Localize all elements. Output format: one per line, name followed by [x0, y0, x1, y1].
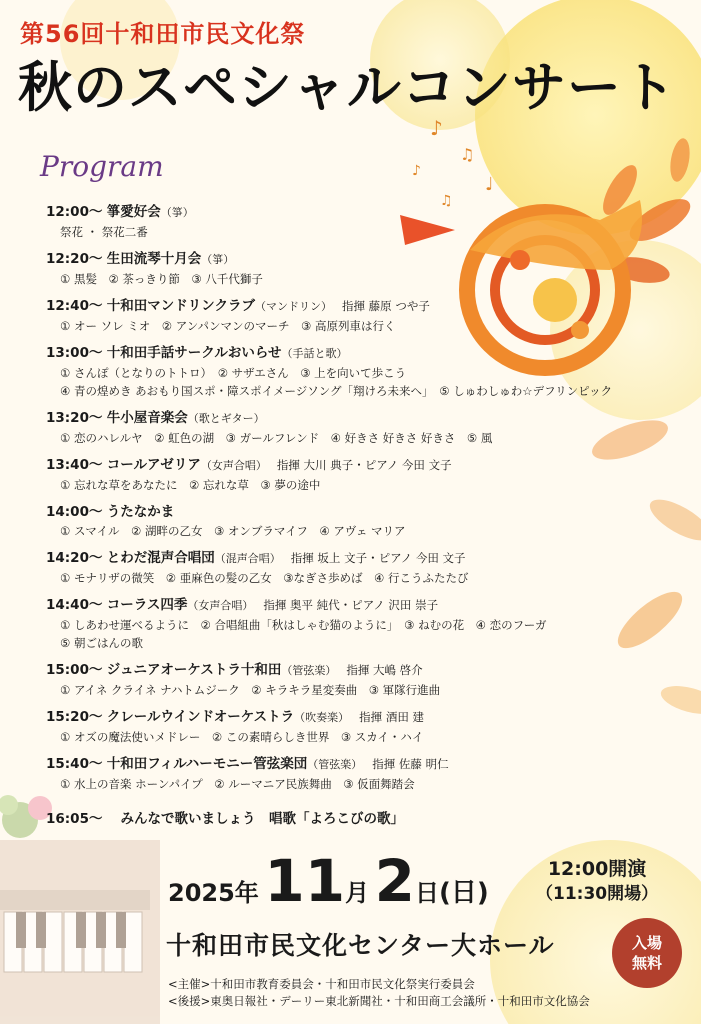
program-entry	[46, 202, 676, 241]
conductor: 指揮 藤原 つや子	[342, 299, 430, 313]
group-name: コールアゼリア	[106, 457, 201, 473]
event-weekday: (日)	[439, 878, 489, 908]
conductor: 指揮 大嶋 啓介	[346, 663, 423, 677]
song-line: ① オズの魔法使いメドレー ② この素晴らしき世界 ③ スカイ・ハイ	[60, 730, 424, 744]
performance-time: 13:20〜	[46, 410, 103, 426]
song-line: ⑤ 朝ごはんの歌	[60, 636, 143, 650]
song-list	[46, 728, 676, 746]
song-line: ① アイネ クライネ ナハトムジーク ② キラキラ星変奏曲 ③ 軍隊行進曲	[60, 683, 441, 697]
group-genre: （吹奏楽）	[294, 711, 350, 724]
song-list	[46, 616, 676, 652]
credits	[168, 976, 590, 1010]
program-entry	[46, 455, 676, 494]
program-entry-heading	[46, 408, 676, 429]
conductor: 指揮 大川 典子・ピアノ 今田 文子	[276, 458, 452, 472]
program-list	[46, 202, 676, 827]
program-entry-heading	[46, 202, 676, 223]
group-genre: （管弦楽）	[281, 664, 337, 677]
song-list	[46, 317, 676, 335]
performance-time: 13:00〜	[46, 345, 103, 361]
event-year: 2025年	[168, 879, 259, 907]
program-entry	[46, 707, 676, 746]
group-name: 牛小屋音楽会	[106, 410, 188, 426]
program-entry-heading	[46, 296, 676, 317]
performance-time: 15:00〜	[46, 662, 103, 678]
song-list	[46, 364, 676, 400]
group-name: ジュニアオーケストラ十和田	[106, 662, 282, 678]
program-entry	[46, 296, 676, 335]
song-line: ① オー ソレ ミオ ② アンパンマンのマーチ ③ 高原列車は行く	[60, 319, 396, 333]
conductor: 指揮 酒田 建	[359, 710, 424, 724]
group-genre: （箏）	[160, 206, 194, 219]
song-line: ④ 青の煌めき あおもり国スポ・障スポイメージソング「翔けろ未来へ」 ⑤ しゅわしゅわ☆デフリンピック	[60, 384, 613, 398]
group-genre: （マンドリン）	[255, 300, 333, 313]
group-genre: （女声合唱）	[200, 459, 267, 472]
song-list	[46, 429, 676, 447]
performance-time: 14:20〜	[46, 550, 103, 566]
event-day: 2	[374, 847, 416, 915]
group-genre: （歌とギター）	[187, 412, 265, 425]
song-line: ① 黒髪 ② 茶っきり節 ③ 八千代獅子	[60, 272, 263, 286]
performance-time: 12:20〜	[46, 251, 103, 267]
song-line: ① 恋のハレルヤ ② 虹色の湖 ③ ガールフレンド ④ 好きさ 好きさ 好きさ ⑤ 風	[60, 431, 493, 445]
program-entry-heading	[46, 455, 676, 476]
start-time: 12:00開演	[547, 858, 647, 880]
organizer-line: <主催>十和田市教育委員会・十和田市民文化祭実行委員会	[168, 977, 475, 991]
performance-time: 12:00〜	[46, 204, 103, 220]
venue-name: 十和田市民文化センター大ホール	[166, 931, 555, 960]
program-entry	[46, 408, 676, 447]
song-line: ① スマイル ② 湖畔の乙女 ③ オンブラマイフ ④ アヴェ マリア	[60, 524, 406, 538]
program-entry	[46, 754, 676, 793]
conductor: 指揮 奥平 純代・ピアノ 沢田 崇子	[263, 598, 439, 612]
finale-entry	[46, 807, 676, 827]
svg-text:♫: ♫	[440, 193, 453, 209]
performance-time: 15:40〜	[46, 756, 103, 772]
song-list	[46, 681, 676, 699]
song-list	[46, 270, 676, 288]
program-entry-heading	[46, 502, 676, 522]
group-name: うたなかま	[106, 504, 175, 520]
performance-time: 14:00〜	[46, 504, 103, 520]
group-name: クレールウインドオーケストラ	[106, 709, 295, 725]
conductor: 指揮 坂上 文子・ピアノ 今田 文子	[290, 551, 466, 565]
performance-time: 12:40〜	[46, 298, 103, 314]
concert-title: 秋のスペシャルコンサート	[18, 56, 677, 119]
group-genre: （女声合唱）	[187, 599, 254, 612]
program-entry-heading	[46, 660, 676, 681]
performance-time: 14:40〜	[46, 597, 103, 613]
conductor: 指揮 佐藤 明仁	[372, 757, 449, 771]
program-entry-heading	[46, 249, 676, 270]
program-entry	[46, 343, 676, 400]
free-admission-badge	[612, 918, 682, 988]
song-list	[46, 522, 676, 540]
svg-text:♪: ♪	[430, 116, 443, 140]
program-entry-heading	[46, 343, 676, 364]
event-month: 11	[264, 847, 346, 915]
song-line: ① しあわせ運べるように ② 合唱組曲「秋はしゃむ猫のように」 ③ ねむの花 ④ 恋のフーガ	[60, 618, 547, 632]
program-entry	[46, 548, 676, 587]
program-entry	[46, 502, 676, 540]
program-entry	[46, 595, 676, 652]
festival-subtitle: 第56回十和田市民文化祭	[20, 20, 306, 48]
song-list	[46, 223, 676, 241]
song-line: ① 水上の音楽 ホーンパイプ ② ルーマニア民族舞曲 ③ 仮面舞踏会	[60, 777, 415, 791]
svg-text:♩: ♩	[485, 174, 494, 195]
program-entry-heading	[46, 548, 676, 569]
support-line: <後援>東奥日報社・デーリー東北新聞社・十和田商工会議所・十和田市文化協会	[168, 994, 590, 1008]
event-date	[168, 847, 489, 915]
finale-time: 16:05〜	[46, 811, 103, 827]
performance-time: 13:40〜	[46, 457, 103, 473]
program-entry	[46, 660, 676, 699]
song-list	[46, 476, 676, 494]
program-entry-heading	[46, 707, 676, 728]
svg-text:♪: ♪	[412, 163, 421, 179]
finale-text: みんなで歌いましょう 唱歌「よろこびの歌」	[120, 811, 404, 827]
group-name: とわだ混声合唱団	[106, 550, 215, 566]
event-day-unit: 日	[415, 879, 440, 907]
group-genre: （箏）	[201, 253, 235, 266]
song-list	[46, 569, 676, 587]
program-entry	[46, 249, 676, 288]
badge-line2: 無料	[631, 954, 662, 972]
group-genre: （管弦楽）	[307, 758, 363, 771]
group-name: 箏愛好会	[106, 204, 161, 220]
event-time	[536, 856, 658, 906]
song-list	[46, 775, 676, 793]
group-name: コーラス四季	[106, 597, 188, 613]
group-genre: （手話と歌）	[281, 347, 348, 360]
song-line: ① モナリザの微笑 ② 亜麻色の髪の乙女 ③なぎさ歩めば ④ 行こうふたたび	[60, 571, 469, 585]
song-line: ① 忘れな草をあなたに ② 忘れな草 ③ 夢の途中	[60, 478, 321, 492]
program-entry-heading	[46, 754, 676, 775]
program-entry-heading	[46, 595, 676, 616]
event-month-unit: 月	[345, 879, 370, 907]
song-line: 祭花 ・ 祭花二番	[60, 225, 148, 239]
group-name: 十和田フィルハーモニー管弦楽団	[106, 756, 308, 772]
group-name: 十和田手話サークルおいらせ	[106, 345, 282, 361]
performance-time: 15:20〜	[46, 709, 103, 725]
svg-text:♫: ♫	[460, 145, 475, 164]
badge-line1: 入場	[631, 934, 662, 952]
program-heading: Program	[40, 150, 164, 183]
group-genre: （混声合唱）	[214, 552, 281, 565]
group-name: 生田流琴十月会	[106, 251, 202, 267]
song-line: ① さんぽ（となりのトトロ） ② サザエさん ③ 上を向いて歩こう	[60, 366, 407, 380]
doors-time: （11:30開場）	[536, 884, 659, 904]
group-name: 十和田マンドリンクラブ	[106, 298, 256, 314]
